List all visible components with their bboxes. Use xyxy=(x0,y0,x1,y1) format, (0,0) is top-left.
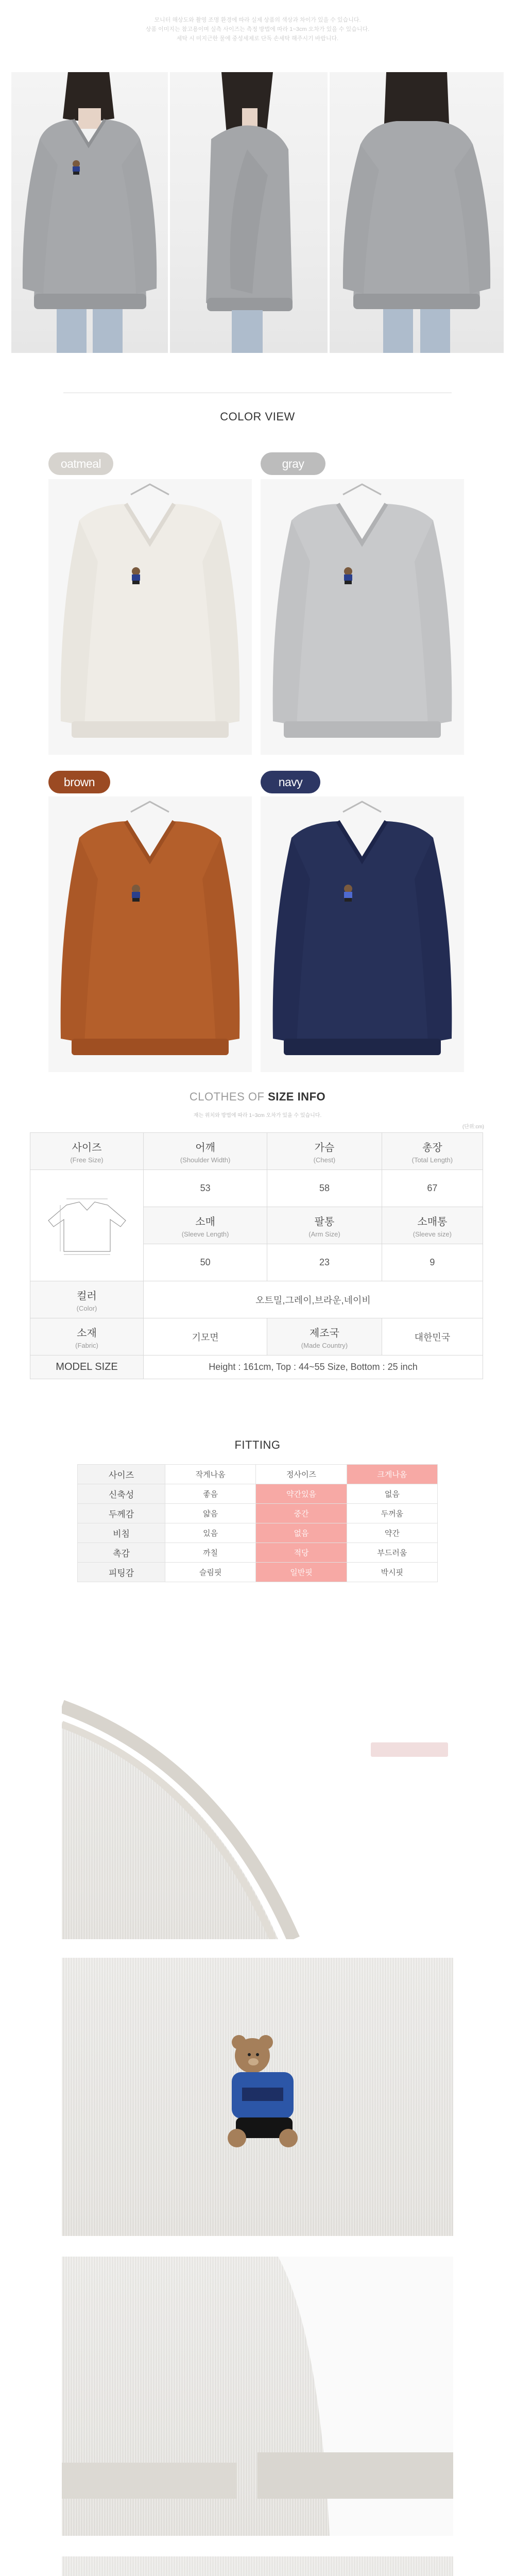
intro-notes xyxy=(0,15,515,43)
size-value-length: 67 xyxy=(382,1170,483,1207)
intro-line: 세탁 시 미지근한 물에 중성세제로 단독 손세탁 해주시기 바랍니다. xyxy=(176,36,339,42)
fabric-row-header: 소재 (Fabric) xyxy=(30,1318,144,1355)
color-label-gray: gray xyxy=(261,452,325,475)
fitting-option: 작게나옴 xyxy=(165,1465,256,1484)
size-header-free: 사이즈 (Free Size) xyxy=(30,1133,144,1170)
model-photo-side xyxy=(170,72,328,353)
size-header-chest: 가슴 (Chest) xyxy=(267,1133,382,1170)
fitting-row-label: 사이즈 xyxy=(78,1465,165,1484)
color-row-header: 컬러 (Color) xyxy=(30,1281,144,1318)
fitting-option: 없음 xyxy=(347,1484,437,1504)
size-value-shoulder: 53 xyxy=(144,1170,267,1207)
size-value-sleeve: 50 xyxy=(144,1244,267,1281)
model-size-value: Height : 161cm, Top : 44~55 Size, Bottom : 25 inch xyxy=(144,1355,483,1379)
made-row-header: 제조국 (Made Country) xyxy=(267,1318,382,1355)
size-info-title-light: CLOTHES OF xyxy=(189,1090,265,1103)
fitting-row-label: 피팅감 xyxy=(78,1563,165,1582)
model-size-header: MODEL SIZE xyxy=(30,1355,144,1379)
fitting-option: 중간 xyxy=(256,1504,347,1523)
fitting-option: 있음 xyxy=(165,1523,256,1543)
product-photo-gray[interactable] xyxy=(261,479,464,755)
size-info-note: 재는 위치와 방법에 따라 1~3cm 오차가 있을 수 있습니다. xyxy=(193,1113,322,1118)
fitting-row xyxy=(78,1465,438,1484)
fitting-row xyxy=(78,1504,438,1523)
size-header-arm: 팔통 (Arm Size) xyxy=(267,1207,382,1244)
fitting-option: 까칠 xyxy=(165,1543,256,1563)
fitting-option: 슬림핏 xyxy=(165,1563,256,1582)
size-header-length: 총장 (Total Length) xyxy=(382,1133,483,1170)
model-photo-front xyxy=(11,72,168,353)
fabric-row-value: 기모면 xyxy=(144,1318,267,1355)
color-label-brown: brown xyxy=(48,771,110,793)
fitting-option: 적당 xyxy=(256,1543,347,1563)
size-header-sleeve: 소매 (Sleeve Length) xyxy=(144,1207,267,1244)
detail-photo-embroidery xyxy=(62,1958,453,2236)
fitting-option: 얇음 xyxy=(165,1504,256,1523)
product-photo-brown[interactable] xyxy=(48,796,252,1072)
fitting-option: 크게나옴 xyxy=(347,1465,437,1484)
fitting-row-label: 신축성 xyxy=(78,1484,165,1504)
made-row-value: 대한민국 xyxy=(382,1318,483,1355)
fitting-row xyxy=(78,1484,438,1504)
size-value-cuff: 9 xyxy=(382,1244,483,1281)
size-header-shoulder: 어깨 (Shoulder Width) xyxy=(144,1133,267,1170)
fitting-option: 두꺼움 xyxy=(347,1504,437,1523)
color-label-oatmeal: oatmeal xyxy=(48,452,113,475)
fitting-row xyxy=(78,1563,438,1582)
fitting-option: 좋음 xyxy=(165,1484,256,1504)
product-photo-oatmeal[interactable] xyxy=(48,479,252,755)
size-info-title-bold: SIZE INFO xyxy=(268,1090,326,1103)
fitting-row-label: 두께감 xyxy=(78,1504,165,1523)
detail-photo-cuff xyxy=(62,2257,453,2536)
size-info-title xyxy=(0,1090,515,1104)
fitting-option: 약간있음 xyxy=(256,1484,347,1504)
intro-line: 모니터 해상도와 촬영 조명 환경에 따라 실제 상품의 색상과 차이가 있을 수 있습니다. xyxy=(154,17,361,23)
fitting-table xyxy=(77,1464,438,1582)
product-photo-navy[interactable] xyxy=(261,796,464,1072)
size-info-unit: (단위:cm) xyxy=(462,1124,484,1130)
fitting-title: FITTING xyxy=(234,1438,281,1451)
fitting-option: 없음 xyxy=(256,1523,347,1543)
size-table xyxy=(30,1132,483,1379)
size-header-cuff: 소매통 (Sleeve size) xyxy=(382,1207,483,1244)
fitting-option: 정사이즈 xyxy=(256,1465,347,1484)
color-label-navy: navy xyxy=(261,771,320,793)
size-value-chest: 58 xyxy=(267,1170,382,1207)
detail-photo-neckline xyxy=(62,1660,453,1939)
fitting-option: 일반핏 xyxy=(256,1563,347,1582)
color-row-value: 오트밀,그레이,브라운,네이비 xyxy=(144,1281,483,1318)
fitting-row xyxy=(78,1523,438,1543)
size-value-arm: 23 xyxy=(267,1244,382,1281)
fitting-row-label: 비침 xyxy=(78,1523,165,1543)
fitting-option: 약간 xyxy=(347,1523,437,1543)
model-photo-back xyxy=(330,72,504,353)
fitting-option: 박시핏 xyxy=(347,1563,437,1582)
fitting-row xyxy=(78,1543,438,1563)
detail-photo-fleece xyxy=(62,2556,453,2576)
fitting-option: 부드러움 xyxy=(347,1543,437,1563)
intro-line: 상품 이미지는 참고용이며 실측 사이즈는 측정 방법에 따라 1~3cm 오차가 있을 수 있습니다. xyxy=(145,26,370,32)
fitting-row-label: 촉감 xyxy=(78,1543,165,1563)
color-view-title: COLOR VIEW xyxy=(220,410,295,423)
size-diagram xyxy=(30,1170,144,1281)
